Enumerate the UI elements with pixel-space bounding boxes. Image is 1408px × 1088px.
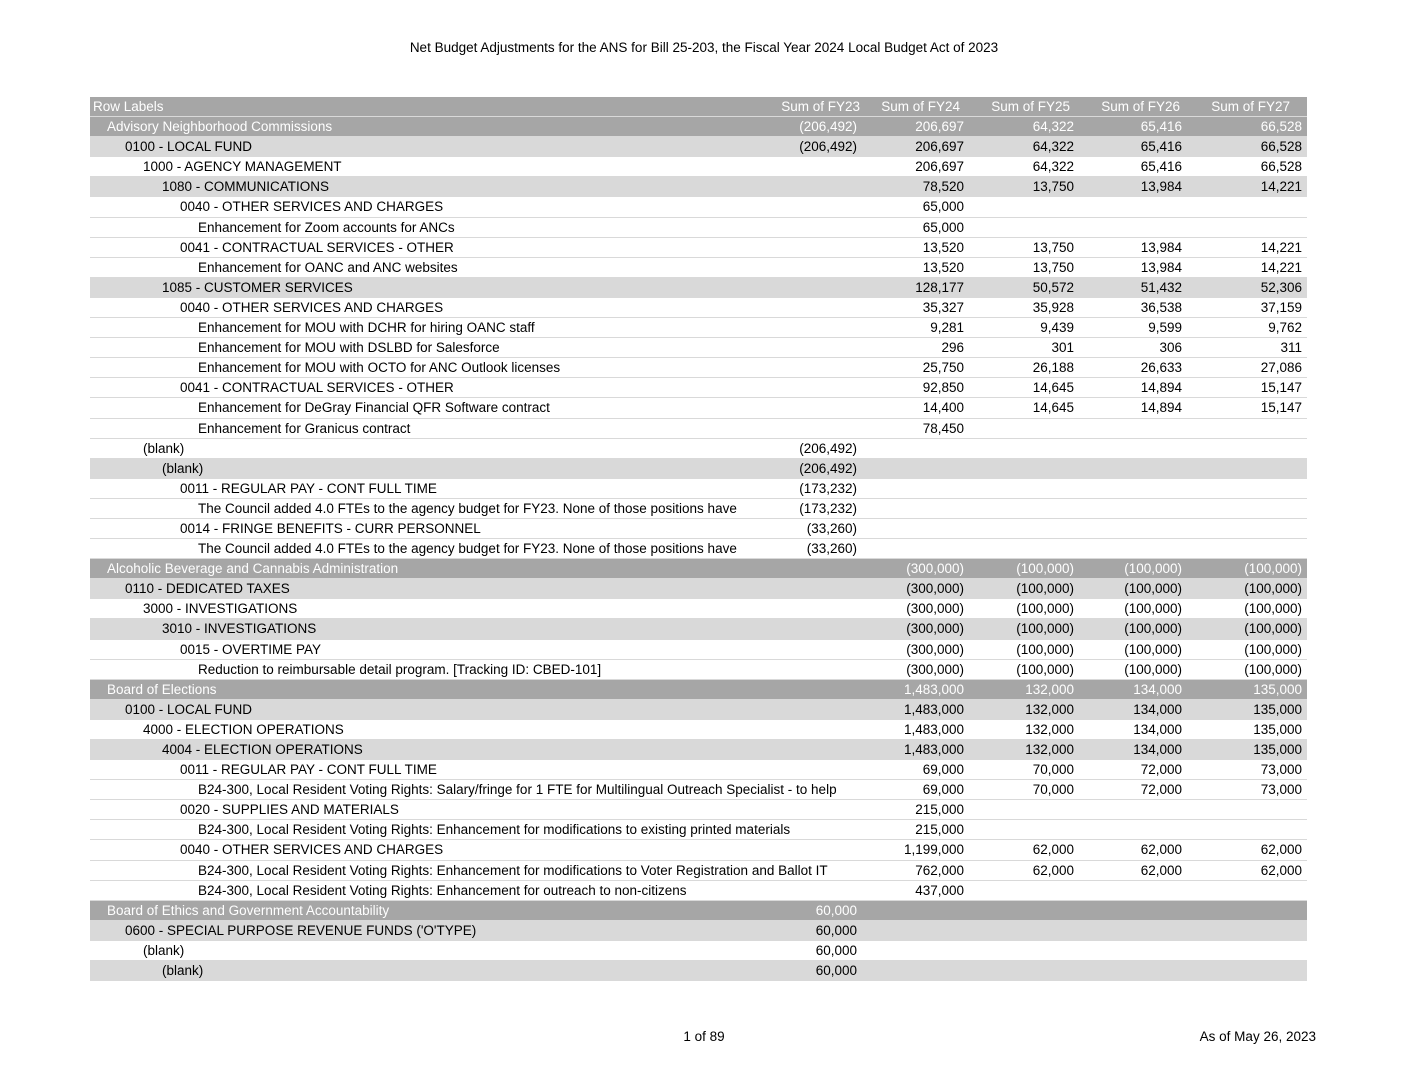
row-label: Enhancement for OANC and ANC websites (198, 259, 458, 275)
table-row (90, 619, 1307, 639)
row-label: The Council added 4.0 FTEs to the agency budget for FY23. None of those positions have (198, 500, 737, 516)
cell-fy24: 69,000 (922, 762, 964, 778)
cell-fy25: 70,000 (1032, 762, 1074, 778)
cell-fy24: 25,750 (922, 360, 964, 376)
table-row (90, 660, 1307, 680)
column-header-fy27: Sum of FY27 (1211, 99, 1290, 114)
cell-fy27: 66,528 (1260, 159, 1302, 175)
table-row (90, 840, 1307, 860)
table-row (90, 680, 1307, 700)
cell-fy23: 60,000 (815, 963, 857, 979)
cell-fy26: 13,984 (1140, 259, 1182, 275)
table-row (90, 901, 1307, 921)
cell-fy26: 72,000 (1140, 762, 1182, 778)
table-row (90, 861, 1307, 881)
cell-fy24: 1,483,000 (903, 701, 964, 717)
table-row (90, 439, 1307, 459)
table-row (90, 197, 1307, 217)
table-row (90, 780, 1307, 800)
cell-fy27: 15,147 (1260, 400, 1302, 416)
column-header-fy23: Sum of FY23 (781, 99, 860, 114)
cell-fy26: 26,633 (1140, 360, 1182, 376)
cell-fy27: 14,221 (1260, 259, 1302, 275)
cell-fy24: (300,000) (906, 641, 964, 657)
cell-fy26: 14,894 (1140, 400, 1182, 416)
cell-fy25: (100,000) (1016, 621, 1074, 637)
table-row (90, 700, 1307, 720)
cell-fy24: 35,327 (922, 299, 964, 315)
cell-fy26: 134,000 (1133, 742, 1182, 757)
cell-fy24: 128,177 (915, 279, 964, 295)
cell-fy27: (100,000) (1244, 561, 1302, 577)
table-row (90, 941, 1307, 961)
cell-fy23: 60,000 (815, 942, 857, 958)
cell-fy27: 66,528 (1260, 119, 1302, 135)
cell-fy23: (206,492) (799, 139, 857, 155)
table-row (90, 338, 1307, 358)
cell-fy27: 62,000 (1260, 842, 1302, 858)
table-row (90, 157, 1307, 177)
cell-fy27: 15,147 (1260, 380, 1302, 396)
row-label: Board of Elections (107, 681, 217, 697)
cell-fy26: 134,000 (1133, 721, 1182, 737)
row-label: 0020 - SUPPLIES AND MATERIALS (180, 802, 399, 818)
row-label: Advisory Neighborhood Commissions (107, 119, 333, 135)
row-label: 0041 - CONTRACTUAL SERVICES - OTHER (180, 380, 454, 396)
cell-fy23: (206,492) (799, 119, 857, 135)
table-row (90, 519, 1307, 539)
cell-fy25: (100,000) (1016, 661, 1074, 677)
table-row (90, 921, 1307, 941)
cell-fy27: (100,000) (1244, 621, 1302, 637)
cell-fy24: 9,281 (930, 320, 964, 336)
row-label: 1085 - CUSTOMER SERVICES (162, 279, 353, 295)
row-label: B24-300, Local Resident Voting Rights: Enhancement for modifications to Voter Registration and Ballot IT (198, 862, 828, 878)
cell-fy25: 13,750 (1032, 259, 1074, 275)
row-label: 0040 - OTHER SERVICES AND CHARGES (180, 299, 444, 315)
cell-fy26: 36,538 (1140, 299, 1182, 315)
cell-fy27: 135,000 (1253, 721, 1302, 737)
row-label: Alcoholic Beverage and Cannabis Administration (107, 561, 399, 577)
table-row (90, 579, 1307, 599)
column-header-fy24: Sum of FY24 (881, 99, 960, 114)
table-row (90, 459, 1307, 479)
table-row (90, 218, 1307, 238)
cell-fy26: (100,000) (1124, 621, 1182, 637)
cell-fy26: (100,000) (1124, 661, 1182, 677)
table-row (90, 499, 1307, 519)
cell-fy23: 60,000 (815, 902, 857, 918)
row-label: 1080 - COMMUNICATIONS (162, 179, 330, 195)
cell-fy24: (300,000) (906, 581, 964, 597)
row-label: 4004 - ELECTION OPERATIONS (162, 742, 363, 757)
cell-fy25: 14,645 (1032, 400, 1074, 416)
table-row (90, 358, 1307, 378)
cell-fy25: 132,000 (1025, 701, 1074, 717)
cell-fy25: 301 (1051, 340, 1074, 356)
table-row (90, 378, 1307, 398)
cell-fy24: 762,000 (915, 862, 964, 878)
table-row (90, 720, 1307, 740)
cell-fy25: 9,439 (1040, 320, 1074, 336)
page-number: 1 of 89 (683, 1029, 725, 1044)
cell-fy26: 14,894 (1140, 380, 1182, 396)
cell-fy24: 65,000 (922, 219, 964, 235)
cell-fy24: 1,199,000 (903, 842, 964, 858)
row-label: Enhancement for MOU with DSLBD for Salesforce (198, 340, 500, 356)
row-label: 4000 - ELECTION OPERATIONS (143, 721, 344, 737)
cell-fy27: 135,000 (1253, 681, 1302, 697)
table-row (90, 137, 1307, 157)
row-label: 0110 - DEDICATED TAXES (125, 581, 290, 597)
row-label: 1000 - AGENCY MANAGEMENT (143, 159, 342, 175)
cell-fy27: 66,528 (1260, 139, 1302, 155)
cell-fy26: (100,000) (1124, 641, 1182, 657)
cell-fy26: (100,000) (1124, 581, 1182, 597)
cell-fy25: 64,322 (1032, 159, 1074, 175)
cell-fy25: 132,000 (1025, 721, 1074, 737)
cell-fy24: 215,000 (915, 802, 964, 818)
table-row (90, 258, 1307, 278)
cell-fy25: 62,000 (1032, 842, 1074, 858)
cell-fy24: 437,000 (915, 882, 964, 898)
row-label: B24-300, Local Resident Voting Rights: Salary/fringe for 1 FTE for Multilingual Outreach Specialist - to help (198, 782, 837, 798)
cell-fy23: (206,492) (799, 440, 857, 456)
cell-fy25: 70,000 (1032, 782, 1074, 798)
cell-fy25: (100,000) (1016, 561, 1074, 577)
cell-fy27: 135,000 (1253, 701, 1302, 717)
row-label: (blank) (143, 440, 185, 456)
table-row (90, 177, 1307, 197)
cell-fy27: 62,000 (1260, 862, 1302, 878)
table-row (90, 640, 1307, 660)
cell-fy26: 65,416 (1140, 159, 1182, 175)
cell-fy24: 14,400 (922, 400, 964, 416)
cell-fy26: (100,000) (1124, 561, 1182, 577)
row-label: B24-300, Local Resident Voting Rights: Enhancement for outreach to non-citizens (198, 882, 687, 898)
row-label: Board of Ethics and Government Accountability (107, 902, 390, 918)
column-header-fy26: Sum of FY26 (1101, 99, 1180, 114)
table-row (90, 800, 1307, 820)
cell-fy25: 13,750 (1032, 179, 1074, 195)
column-header-fy25: Sum of FY25 (991, 99, 1070, 114)
row-label: 0100 - LOCAL FUND (125, 139, 253, 155)
cell-fy24: 206,697 (915, 159, 964, 175)
row-label: 0041 - CONTRACTUAL SERVICES - OTHER (180, 239, 454, 255)
cell-fy27: (100,000) (1244, 661, 1302, 677)
cell-fy23: (173,232) (799, 480, 857, 496)
cell-fy25: (100,000) (1016, 581, 1074, 597)
table-row (90, 961, 1307, 981)
cell-fy27: 73,000 (1260, 782, 1302, 798)
cell-fy27: (100,000) (1244, 641, 1302, 657)
row-label: 0015 - OVERTIME PAY (180, 641, 322, 657)
cell-fy23: (33,260) (806, 541, 857, 557)
table-row (90, 881, 1307, 901)
cell-fy24: 1,483,000 (903, 742, 964, 757)
cell-fy27: 52,306 (1260, 279, 1302, 295)
cell-fy25: (100,000) (1016, 641, 1074, 657)
row-label: (blank) (162, 460, 204, 476)
table-row (90, 539, 1307, 559)
cell-fy27: 14,221 (1260, 179, 1302, 195)
cell-fy24: 92,850 (922, 380, 964, 396)
cell-fy23: (206,492) (799, 460, 857, 476)
cell-fy24: 215,000 (915, 822, 964, 838)
cell-fy25: 13,750 (1032, 239, 1074, 255)
cell-fy26: 51,432 (1140, 279, 1182, 295)
row-label: 0014 - FRINGE BENEFITS - CURR PERSONNEL (180, 520, 481, 536)
row-label: (blank) (162, 963, 204, 979)
column-header-row-labels: Row Labels (93, 99, 164, 114)
cell-fy24: (300,000) (906, 661, 964, 677)
cell-fy24: 65,000 (922, 199, 964, 215)
row-label: B24-300, Local Resident Voting Rights: Enhancement for modifications to existing printed materials (198, 822, 791, 838)
table-row (90, 238, 1307, 258)
cell-fy27: 9,762 (1268, 320, 1302, 336)
row-label: 0040 - OTHER SERVICES AND CHARGES (180, 842, 444, 858)
cell-fy26: 13,984 (1140, 179, 1182, 195)
cell-fy24: 13,520 (922, 259, 964, 275)
row-label: Enhancement for Granicus contract (198, 420, 411, 436)
cell-fy27: (100,000) (1244, 581, 1302, 597)
row-label: 0040 - OTHER SERVICES AND CHARGES (180, 199, 444, 215)
cell-fy24: (300,000) (906, 621, 964, 637)
row-label: Enhancement for MOU with DCHR for hiring OANC staff (198, 320, 535, 336)
cell-fy24: 1,483,000 (903, 721, 964, 737)
table-row (90, 298, 1307, 318)
cell-fy25: 64,322 (1032, 119, 1074, 135)
cell-fy25: 132,000 (1025, 681, 1074, 697)
table-header (90, 97, 1307, 117)
cell-fy24: 1,483,000 (903, 681, 964, 697)
table-body (90, 117, 1307, 981)
pivot-table (90, 97, 1307, 981)
cell-fy25: 64,322 (1032, 139, 1074, 155)
cell-fy24: 13,520 (922, 239, 964, 255)
cell-fy27: 73,000 (1260, 762, 1302, 778)
row-label: Enhancement for Zoom accounts for ANCs (198, 219, 455, 235)
cell-fy26: 62,000 (1140, 862, 1182, 878)
row-label: Reduction to reimbursable detail program. [Tracking ID: CBED-101] (198, 661, 602, 677)
cell-fy27: (100,000) (1244, 601, 1302, 617)
cell-fy24: 206,697 (915, 119, 964, 135)
table-row (90, 117, 1307, 137)
cell-fy25: 50,572 (1032, 279, 1074, 295)
cell-fy24: 206,697 (915, 139, 964, 155)
table-row (90, 398, 1307, 418)
cell-fy24: 296 (941, 340, 964, 356)
cell-fy23: 60,000 (815, 922, 857, 938)
row-label: 0011 - REGULAR PAY - CONT FULL TIME (180, 762, 437, 778)
cell-fy25: 14,645 (1032, 380, 1074, 396)
row-label: 0100 - LOCAL FUND (125, 701, 253, 717)
row-label: (blank) (143, 942, 185, 958)
cell-fy24: (300,000) (906, 561, 964, 577)
cell-fy24: 78,450 (922, 420, 964, 436)
table-row (90, 740, 1307, 760)
cell-fy24: 69,000 (922, 782, 964, 798)
cell-fy26: 65,416 (1140, 139, 1182, 155)
cell-fy27: 37,159 (1260, 299, 1302, 315)
row-label: 3000 - INVESTIGATIONS (143, 601, 298, 617)
table-row (90, 599, 1307, 619)
cell-fy27: 135,000 (1253, 742, 1302, 757)
row-label: Enhancement for DeGray Financial QFR Software contract (198, 400, 550, 416)
cell-fy26: 306 (1159, 340, 1182, 356)
cell-fy24: (300,000) (906, 601, 964, 617)
cell-fy27: 311 (1280, 340, 1302, 356)
cell-fy26: 13,984 (1140, 239, 1182, 255)
cell-fy25: 35,928 (1032, 299, 1074, 315)
cell-fy25: 26,188 (1032, 360, 1074, 376)
row-label: Enhancement for MOU with OCTO for ANC Outlook licenses (198, 360, 561, 376)
cell-fy26: 65,416 (1140, 119, 1182, 135)
table-row (90, 419, 1307, 439)
row-label: 0600 - SPECIAL PURPOSE REVENUE FUNDS ('O'TYPE) (125, 922, 477, 938)
table-row (90, 559, 1307, 579)
page-title: Net Budget Adjustments for the ANS for Bill 25-203, the Fiscal Year 2024 Local Budget Act of 2023 (409, 40, 999, 55)
cell-fy27: 14,221 (1260, 239, 1302, 255)
cell-fy24: 78,520 (922, 179, 964, 195)
row-label: The Council added 4.0 FTEs to the agency budget for FY23. None of those positions have (198, 541, 737, 557)
row-label: 0011 - REGULAR PAY - CONT FULL TIME (180, 480, 437, 496)
cell-fy26: 134,000 (1133, 701, 1182, 717)
table-row (90, 479, 1307, 499)
cell-fy26: (100,000) (1124, 601, 1182, 617)
cell-fy25: (100,000) (1016, 601, 1074, 617)
cell-fy26: 9,599 (1148, 320, 1182, 336)
table-row (90, 820, 1307, 840)
table-row (90, 318, 1307, 338)
row-label: 3010 - INVESTIGATIONS (162, 621, 317, 637)
cell-fy25: 62,000 (1032, 862, 1074, 878)
cell-fy26: 62,000 (1140, 842, 1182, 858)
table-row (90, 278, 1307, 298)
cell-fy23: (33,260) (806, 520, 857, 536)
as-of-date: As of May 26, 2023 (1199, 1029, 1316, 1044)
cell-fy26: 72,000 (1140, 782, 1182, 798)
cell-fy27: 27,086 (1260, 360, 1302, 376)
table-row (90, 760, 1307, 780)
cell-fy25: 132,000 (1025, 742, 1074, 757)
cell-fy26: 134,000 (1133, 681, 1182, 697)
cell-fy23: (173,232) (799, 500, 857, 516)
